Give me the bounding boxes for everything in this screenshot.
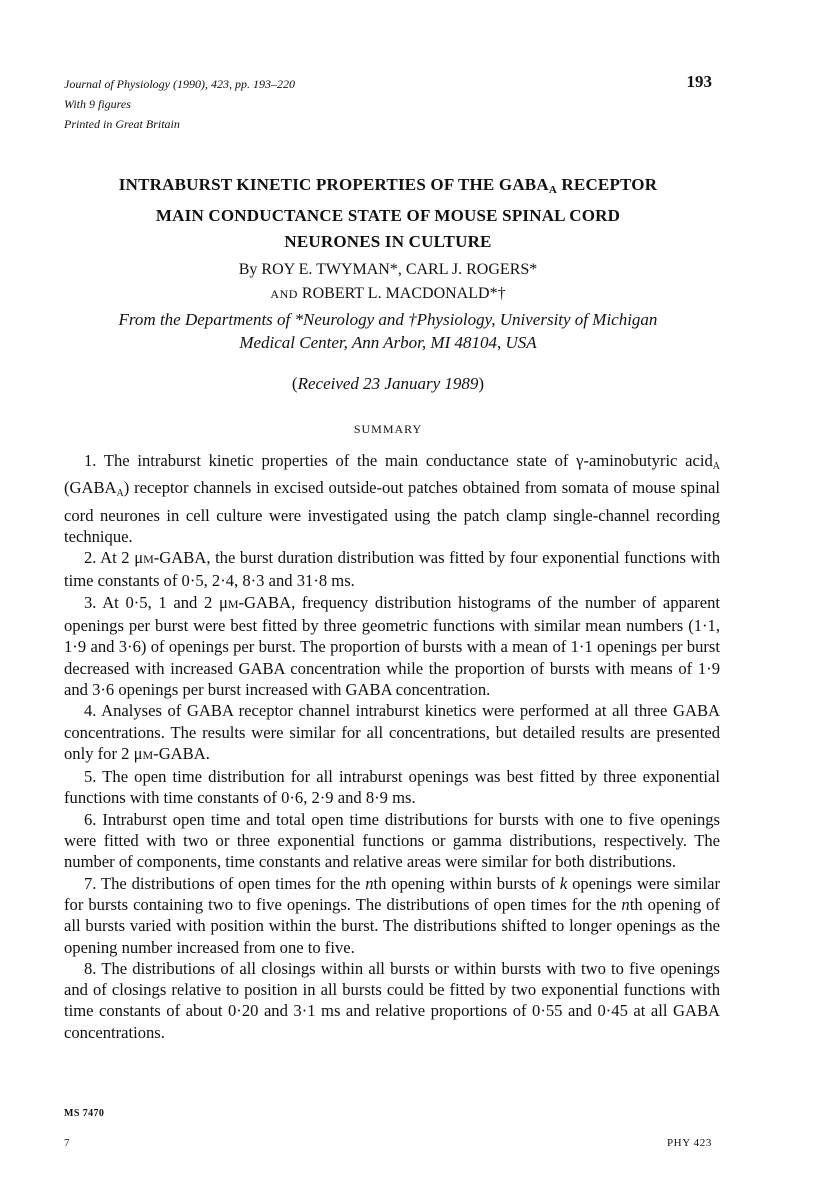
summary-paragraph-8: 8. The distributions of all closings within all bursts or within bursts with two to five openings and of closings relative to position in all bursts could be fitted by two exponential functions with time constants of about 0·20 and 3·1 ms and relative proportions of 0·55 and 0·45 at all GABA concentrations.: [64, 958, 720, 1042]
summary-paragraph-7: [64, 873, 720, 958]
summary-paragraph-6: 6. Intraburst open time and total open time distributions for bursts with one to five openings were fitted with two or three exponential functions or gamma distributions, respectively. The number of components, time constants and relative areas were similar for both distributions.: [64, 809, 720, 872]
author-names-2: ROBERT L. MACDONALD*†: [301, 285, 506, 302]
page-number: 193: [686, 72, 712, 91]
title-line-1: [64, 172, 712, 203]
p3-molar-unit: M: [227, 596, 239, 611]
p7-italic-n-2: n: [621, 894, 630, 914]
received-text: Received 23 January 1989: [297, 374, 479, 393]
p2-molar-unit: M: [143, 552, 154, 567]
p1-text-c: ) receptor channels in excised outside-out patches obtained from somata of mouse spinal cord neurones in cell culture were investigated using the patch clamp single-channel recording technique.: [64, 478, 720, 546]
p7-italic-n-1: n: [365, 873, 374, 893]
p1-subscript-2: A: [116, 488, 124, 500]
journal-code: PHY 423: [666, 1137, 712, 1149]
article-title: [64, 172, 712, 255]
p7-text-b: th opening within bursts of: [373, 873, 560, 893]
journal-citation: Journal of Physiology (1990), 423, pp. 193–220: [64, 77, 295, 91]
by-word: By: [238, 261, 258, 278]
p3-text-a: 3. At 0·5, 1 and 2 μ: [84, 592, 228, 612]
masthead: [64, 74, 712, 134]
p1-text-b: (GABA: [64, 478, 117, 498]
p7-italic-k: k: [559, 873, 568, 893]
signature-mark: 7: [64, 1137, 70, 1149]
received-date: [64, 374, 712, 394]
summary-body: [64, 450, 720, 1043]
summary-heading: SUMMARY: [353, 422, 423, 436]
summary-paragraph-4: [64, 700, 720, 766]
author-line-1: [64, 258, 712, 282]
title-subscript: A: [548, 184, 557, 196]
received-close-paren: ): [478, 374, 485, 393]
affiliation-line-1: From the Departments of *Neurology and †Physiology, University of Michigan: [118, 310, 658, 329]
summary-paragraph-5: 5. The open time distribution for all intraburst openings was best fitted by three exponential functions with time constants of 0·6, 2·9 and 8·9 ms.: [64, 767, 720, 808]
received-open-paren: (: [291, 374, 298, 393]
p7-text-d: th opening of all bursts varied with position within the burst. The distributions shifted to longer openings as the opening number increased from one to five.: [64, 894, 720, 957]
title-line-1-pre: INTRABURST KINETIC PROPERTIES OF THE GABA: [118, 175, 549, 194]
summary-paragraph-2: [64, 547, 720, 592]
p4-text-b: -GABA.: [153, 743, 210, 763]
p4-text-a: 4. Analyses of GABA receptor channel intraburst kinetics were performed at all three GABA concentrations. The results were similar for all concentrations, but detailed results are presented only for 2 μ: [64, 701, 720, 763]
title-line-1-post: RECEPTOR: [556, 175, 658, 194]
p2-text-a: 2. At 2 μ: [84, 548, 144, 568]
summary-paragraph-1: [64, 450, 720, 547]
p1-text-a: 1. The intraburst kinetic properties of the main conductance state of γ-aminobutyric acid: [84, 451, 713, 470]
p3-text-b: -GABA, frequency distribution histograms of the number of apparent openings per burst were best fitted by three geometric functions with similar mean numbers (1·1, 1·9 and 3·6) of openings per burst. The proportion of bursts with a mean of 1·1 openings per burst decreased with increased GABA concentration while the proportion of bursts with means of 1·9 and 3·6 openings per burst increased with GABA concentration.: [64, 592, 720, 699]
author-line-2: [64, 282, 712, 306]
title-line-3: NEURONES IN CULTURE: [284, 232, 492, 251]
figures-note: With 9 figures: [64, 97, 131, 111]
p7-text-a: 7. The distributions of open times for the: [84, 873, 366, 893]
p2-text-b: -GABA, the burst duration distribution was fitted by four exponential functions with time constants of 0·5, 2·4, 8·3 and 31·8 ms.: [64, 548, 721, 591]
p4-molar-unit: M: [142, 747, 154, 762]
author-list: [64, 258, 712, 306]
affiliation: [64, 308, 712, 354]
manuscript-code: MS 7470: [64, 1108, 105, 1119]
and-word: AND: [270, 287, 298, 301]
author-names-1: ROY E. TWYMAN*, CARL J. ROGERS*: [261, 261, 538, 278]
title-line-2: MAIN CONDUCTANCE STATE OF MOUSE SPINAL CORD: [155, 206, 621, 225]
p1-subscript-1: A: [712, 461, 720, 472]
p7-text-c: openings were similar for bursts containing two to five openings. The distributions of open times for the: [64, 873, 720, 914]
printed-note: Printed in Great Britain: [64, 117, 180, 131]
affiliation-line-2: Medical Center, Ann Arbor, MI 48104, USA: [239, 333, 537, 352]
summary-paragraph-3: [64, 592, 720, 700]
